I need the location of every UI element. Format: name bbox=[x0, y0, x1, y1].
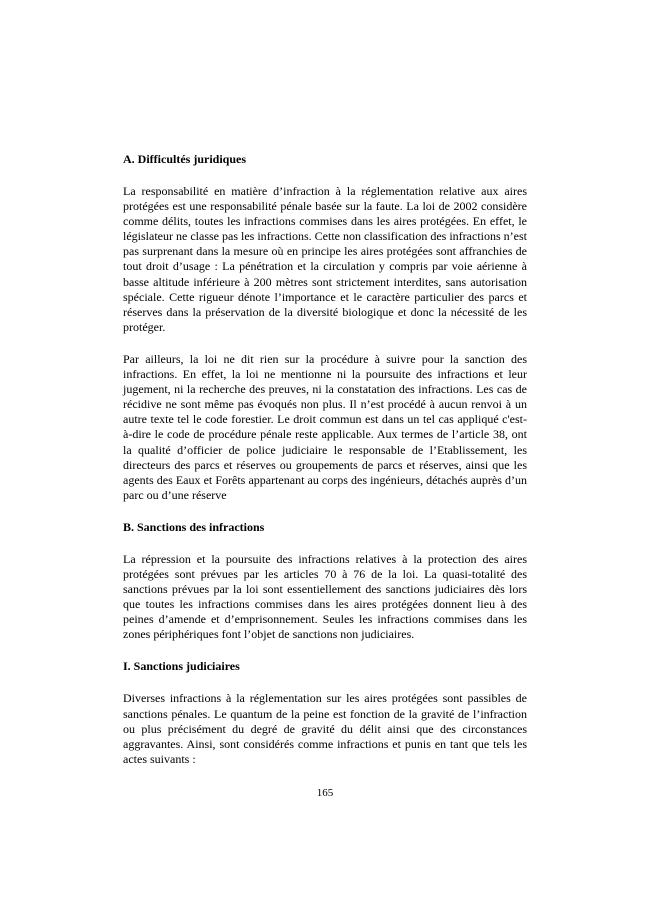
page-number: 165 bbox=[316, 787, 334, 799]
section-heading-a: A. Difficultés juridiques bbox=[123, 152, 246, 166]
paragraph: Par ailleurs, la loi ne dit rien sur la procédure à suivre pour la sanction des infractions. En effet, la loi ne mentionne ni la poursuite des infractions et leur jugement, ni la recherche des preuves, ni la constatation des infractions. Les cas de récidive ne sont même pas évoqués non plus. Il n’est procédé à aucun renvoi à un autre texte tel le code forestier. Le droit commun est dans un tel cas appliqué c'est-à-dire le code de procédure pénale reste applicable. Aux termes de l’article 38, ont la qualité d’officier de police judiciaire le responsable de l’Etablissement, les directeurs des parcs et réserves ou groupements de parcs et réserves, ainsi que les agents des Eaux et Forêts appartenant au corps des ingénieurs, détachés auprès d’un parc ou d’une réserve bbox=[123, 351, 527, 502]
paragraph: La répression et la poursuite des infractions relatives à la protection des aires protégées sont prévues par les articles 70 à 76 de la loi. La quasi-totalité des sanctions prévues par la loi sont essentiellement des sanctions judiciaires dès lors que toutes les infractions commises dans les aires protégées donnent lieu à des peines d’amende et d’emprisonnement. Seules les infractions commises dans les zones périphériques font l’objet de sanctions non judiciaires. bbox=[123, 551, 527, 642]
section-heading-b: B. Sanctions des infractions bbox=[123, 519, 265, 534]
section-heading-i: I. Sanctions judiciaires bbox=[123, 659, 240, 674]
paragraph: Diverses infractions à la réglementation sur les aires protégées sont passibles de sanctions pénales. Le quantum de la peine est fonction de la gravité de l’infraction ou plus précisément du degré de gravité du délit ainsi que des circonstances aggravantes. Ainsi, sont considérés comme infractions et punis en tant que tels les actes suivants : bbox=[123, 691, 527, 766]
page-body bbox=[123, 152, 527, 784]
paragraph: La responsabilité en matière d’infraction à la réglementation relative aux aires protégées est une responsabilité pénale basée sur la faute. La loi de 2002 considère comme délits, toutes les infractions commises dans les aires protégées. En effet, le législateur ne classe pas les infractions. Cette non classification des infractions n’est pas surprenant dans la mesure où en principe les aires protégées sont affranchies de tout droit d’usage : La pénétration et la circulation y compris par voie aérienne à basse altitude inférieure à 200 mètres sont strictement interdites, sans autorisation spéciale. Cette rigueur dénote l’importance et le caractère particulier des parcs et réserves dans la préservation de la diversité biologique et donc la nécessité de les protéger. bbox=[123, 184, 527, 334]
